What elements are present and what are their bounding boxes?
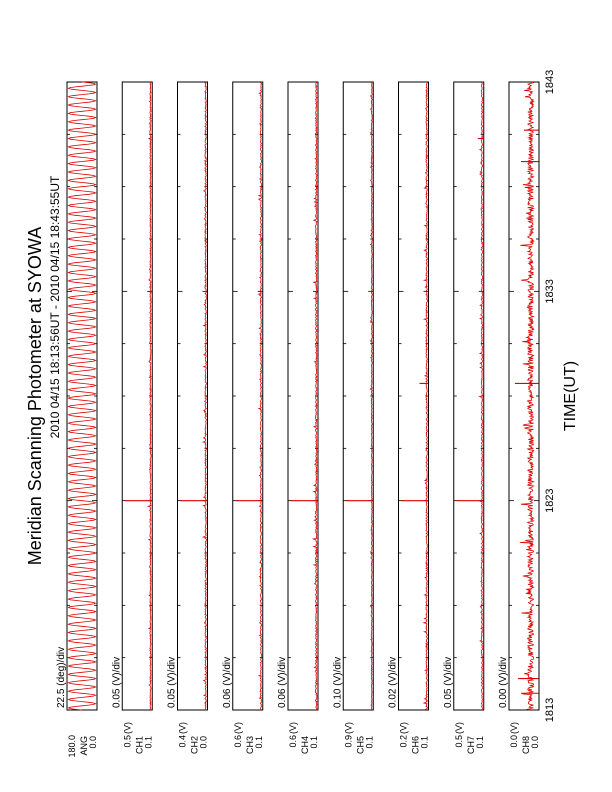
panel-frame xyxy=(509,82,539,710)
panel-ytick-bottom: 0.0 xyxy=(530,736,540,749)
panel-unit-label: (V) xyxy=(122,722,133,734)
panel-ch4 xyxy=(277,82,319,754)
panel-unit-label: (V) xyxy=(398,722,409,734)
panel-ytick-bottom: 0.1 xyxy=(143,736,154,749)
panel-channel-label: CH5 xyxy=(355,736,366,755)
panel-frame xyxy=(178,82,208,710)
panel-ytick-top: 0.5 xyxy=(122,735,133,748)
x-tick-label: 1823 xyxy=(544,488,556,513)
panel-unit-label: (V) xyxy=(509,722,519,734)
x-axis-label: TIME(UT) xyxy=(562,360,579,432)
panel-ytick-bottom: 0.1 xyxy=(309,736,319,749)
panel-scale-label: 0.05 (V)/div xyxy=(111,656,123,708)
panel-unit-label: (V) xyxy=(343,722,354,734)
panel-channel-label: CH1 xyxy=(134,736,145,755)
x-tick-labels xyxy=(544,70,556,722)
panel-channel-label: CH7 xyxy=(465,736,476,755)
panel-frame xyxy=(454,82,484,710)
panel-scale-label: 0.05 (V)/div xyxy=(442,656,454,708)
panel-scale-label: 0.06 (V)/div xyxy=(277,656,288,708)
panel-scale-label: 22.5 (deg)/div xyxy=(56,646,67,708)
panel-channel-label: CH6 xyxy=(410,736,421,755)
panel-frame xyxy=(122,82,152,710)
panel-channel-label: CH2 xyxy=(189,736,200,755)
panel-ytick-bottom: 0.1 xyxy=(253,736,264,749)
panel-ytick-bottom: 0.1 xyxy=(364,736,375,749)
panel-channel-label: CH3 xyxy=(244,736,255,755)
panel-scale-label: 0.02 (V)/div xyxy=(387,656,399,708)
panel-unit-label: (V) xyxy=(453,722,464,734)
panel-ch5 xyxy=(332,82,374,754)
panel-ytick-top: 0.6 xyxy=(288,735,298,748)
panel-ytick-bottom: 0.1 xyxy=(419,736,430,749)
panel-ytick-top: 180.0 xyxy=(67,735,77,758)
panel-ytick-top: 0.5 xyxy=(453,735,464,748)
x-tick-label: 1813 xyxy=(544,697,556,723)
panel-ch3 xyxy=(222,82,264,754)
panel-ch8 xyxy=(498,82,540,754)
panel-ang xyxy=(56,82,98,758)
panel-scale-label: 0.00 (V)/div xyxy=(498,656,509,708)
panel-ch7 xyxy=(443,82,485,754)
time-range: 2010 04/15 18:13:56UT - 2010 04/15 18:43:55UT xyxy=(48,175,62,439)
panel-frame xyxy=(233,82,263,710)
panel-scale-label: 0.06 (V)/div xyxy=(221,656,233,708)
panel-channel-label: CH8 xyxy=(521,736,531,755)
panel-ytick-bottom: 0.0 xyxy=(198,736,209,749)
panel-ytick-top: 0.6 xyxy=(232,735,243,748)
chart-title: Meridian Scanning Photometer at SYOWA xyxy=(25,226,45,566)
panel-channel-label: ANG xyxy=(79,736,89,756)
panel-ytick-top: 0.4 xyxy=(177,735,188,748)
x-tick-label: 1843 xyxy=(544,69,556,95)
panel-ytick-bottom: 0.1 xyxy=(474,736,485,749)
signal-trace xyxy=(520,82,534,710)
panel-scale-label: 0.05 (V)/div xyxy=(166,656,178,708)
panel-ytick-top: 0.0 xyxy=(509,735,519,748)
panel-ch1 xyxy=(111,82,153,754)
panel-frame xyxy=(288,82,318,710)
panel-scale-label: 0.10 (V)/div xyxy=(332,656,344,708)
panel-frame xyxy=(399,82,429,710)
signal-trace xyxy=(69,82,96,710)
panel-unit-label: (V) xyxy=(288,722,298,734)
panel-ytick-bottom: 0.0 xyxy=(88,736,98,749)
panel-ch2 xyxy=(167,82,209,754)
panel-ch6 xyxy=(388,82,430,754)
panel-ytick-top: 0.2 xyxy=(398,735,409,748)
panel-frame xyxy=(343,82,373,710)
x-tick-label: 1833 xyxy=(544,279,556,304)
panels-group xyxy=(56,82,540,758)
panel-unit-label: (V) xyxy=(177,722,188,734)
panel-ytick-top: 0.9 xyxy=(343,735,354,748)
panel-channel-label: CH4 xyxy=(300,736,310,755)
signal-trace xyxy=(480,82,483,710)
panel-unit-label: (V) xyxy=(232,722,243,734)
